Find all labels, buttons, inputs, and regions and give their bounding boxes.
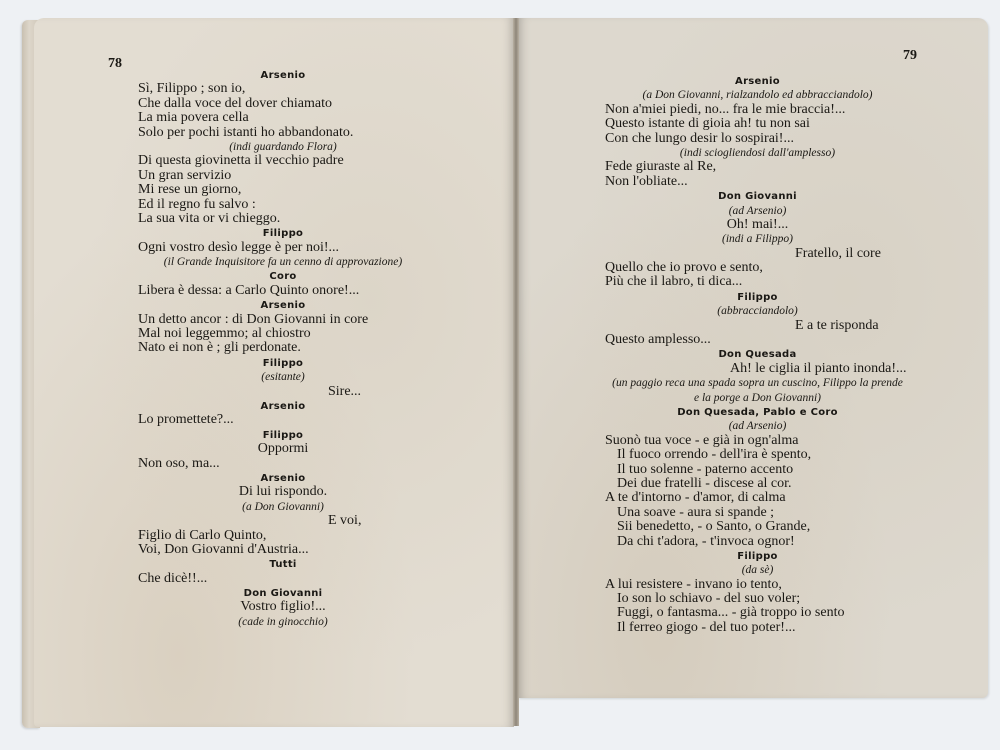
verse-line: Sì, Filippo ; son io,: [138, 81, 246, 97]
verse-line: Fuggi, o fantasma... - già troppo io sento: [617, 605, 845, 621]
stage-direction: (a Don Giovanni, rialzandolo ed abbracciandolo): [642, 89, 873, 102]
stage-direction: (indi guardando Flora): [229, 140, 337, 153]
verse-line: Ogni vostro desìo legge è per noi!...: [138, 239, 340, 255]
verse-line: Mal noi leggemmo; al chiostro: [138, 326, 311, 342]
verse-line: Un gran servizio: [138, 167, 232, 183]
verse-line: Un detto ancor : di Don Giovanni in core: [138, 311, 369, 327]
verse-line: Una soave - aura si spande ;: [617, 504, 775, 520]
verse-line: Di lui rispondo.: [238, 484, 328, 500]
verse-line: Io son lo schiavo - del suo voler;: [617, 591, 801, 607]
verse-line: Oh! mai!...: [726, 216, 789, 232]
verse-line: Libera è dessa: a Carlo Quinto onore!...: [138, 282, 360, 298]
stage-direction: (un paggio reca una spada sopra un cuscino, Filippo la prende: [612, 377, 903, 390]
verse-line: A te d'intorno - d'amor, di calma: [605, 490, 786, 506]
page-number-left: 78: [108, 56, 122, 71]
verse-line: Di questa giovinetta il vecchio padre: [138, 153, 344, 169]
speaker-name: Don Quesada, Pablo e Coro: [677, 406, 838, 418]
verse-line: Che dalla voce del dover chiamato: [138, 95, 332, 111]
speaker-name: Arsenio: [260, 300, 306, 312]
verse-line: Fratello, il core: [795, 245, 881, 261]
speaker-name: Don Giovanni: [718, 191, 797, 203]
verse-line: A lui resistere - invano io tento,: [605, 576, 782, 592]
verse-line: Ah! le ciglia il pianto inonda!...: [730, 360, 907, 376]
verse-line: Sii benedetto, - o Santo, o Grande,: [617, 519, 811, 535]
verse-line: La mia povera cella: [138, 110, 249, 126]
verse-line: Questo istante di gioia ah! tu non sai: [605, 116, 810, 132]
verse-line: Sire...: [328, 383, 362, 399]
verse-line: Mi rese un giorno,: [138, 182, 242, 198]
book-gutter: [513, 18, 519, 726]
verse-line: Che dicè!!...: [138, 570, 208, 586]
speaker-name: Filippo: [262, 357, 304, 369]
verse-line: Nato ei non è ; gli perdonate.: [138, 340, 301, 356]
stage-direction: (indi a Filippo): [722, 233, 793, 246]
verse-line: E voi,: [328, 513, 362, 529]
stage-direction: (cade in ginocchio): [238, 615, 328, 628]
verse-line: La sua vita or vi chieggo.: [138, 210, 281, 226]
verse-line: Non oso, ma...: [138, 455, 220, 471]
speaker-name: Arsenio: [735, 76, 780, 87]
stage-direction: (a Don Giovanni): [242, 500, 324, 513]
stage-direction: (indi sciogliendosi dall'amplesso): [679, 146, 836, 159]
verse-line: Dei due fratelli - discese al cor.: [617, 475, 792, 491]
verse-line: Da chi t'adora, - t'invoca ognor!: [617, 533, 795, 549]
speaker-name: Arsenio: [260, 70, 306, 81]
left-page-text: [138, 68, 428, 629]
stage-direction: (abbracciandolo): [717, 305, 798, 318]
verse-line: Suonò tua voce - e già in ogn'alma: [605, 432, 799, 448]
speaker-name: Arsenio: [260, 400, 306, 412]
right-page-text: [605, 74, 910, 635]
verse-line: Questo amplesso...: [605, 332, 711, 348]
verse-line: Ed il regno fu salvo :: [138, 196, 256, 212]
verse-line: Il ferreo giogo - del tuo poter!...: [617, 619, 796, 635]
verse-line: Vostro figlio!...: [240, 599, 326, 615]
verse-line: Il fuoco orrendo - dell'ira è spento,: [617, 447, 812, 463]
page-number-right: 79: [903, 48, 917, 63]
stage-direction: (esitante): [261, 371, 305, 384]
verse-line: Non a'miei piedi, no... fra le mie braccia!...: [605, 101, 846, 117]
speaker-name: Filippo: [737, 291, 778, 303]
stage-direction: (il Grande Inquisitore fa un cenno di approvazione): [163, 256, 403, 269]
speaker-name: Tutti: [269, 559, 297, 571]
verse-line: Lo promettete?...: [138, 412, 234, 428]
speaker-name: Filippo: [262, 429, 304, 441]
verse-line: Oppormi: [257, 441, 309, 457]
speaker-name: Don Giovanni: [243, 588, 323, 600]
verse-line: Solo per pochi istanti ho abbandonato.: [138, 124, 354, 140]
verse-line: Più che il labro, ti dica...: [605, 274, 743, 290]
verse-line: E a te risponda: [795, 317, 879, 333]
verse-line: Il tuo solenne - paterno accento: [617, 461, 794, 477]
verse-line: Non l'obliate...: [605, 173, 688, 189]
speaker-name: Don Quesada: [718, 349, 797, 361]
speaker-name: Filippo: [737, 550, 778, 562]
speaker-name: Coro: [269, 271, 297, 283]
speaker-name: Filippo: [262, 228, 304, 240]
verse-line: Con che lungo desir lo sospirai!...: [605, 130, 794, 146]
speaker-name: Arsenio: [260, 472, 306, 484]
stage-direction: e la porge a Don Giovanni): [693, 391, 821, 404]
stage-direction: (da sè): [741, 564, 774, 577]
verse-line: Quello che io provo e sento,: [605, 260, 763, 276]
stage-direction: (ad Arsenio): [728, 204, 787, 217]
stage-direction: (ad Arsenio): [728, 420, 787, 433]
verse-line: Fede giuraste al Re,: [605, 159, 717, 175]
verse-line: Voi, Don Giovanni d'Austria...: [138, 541, 309, 557]
verse-line: Figlio di Carlo Quinto,: [138, 527, 267, 543]
